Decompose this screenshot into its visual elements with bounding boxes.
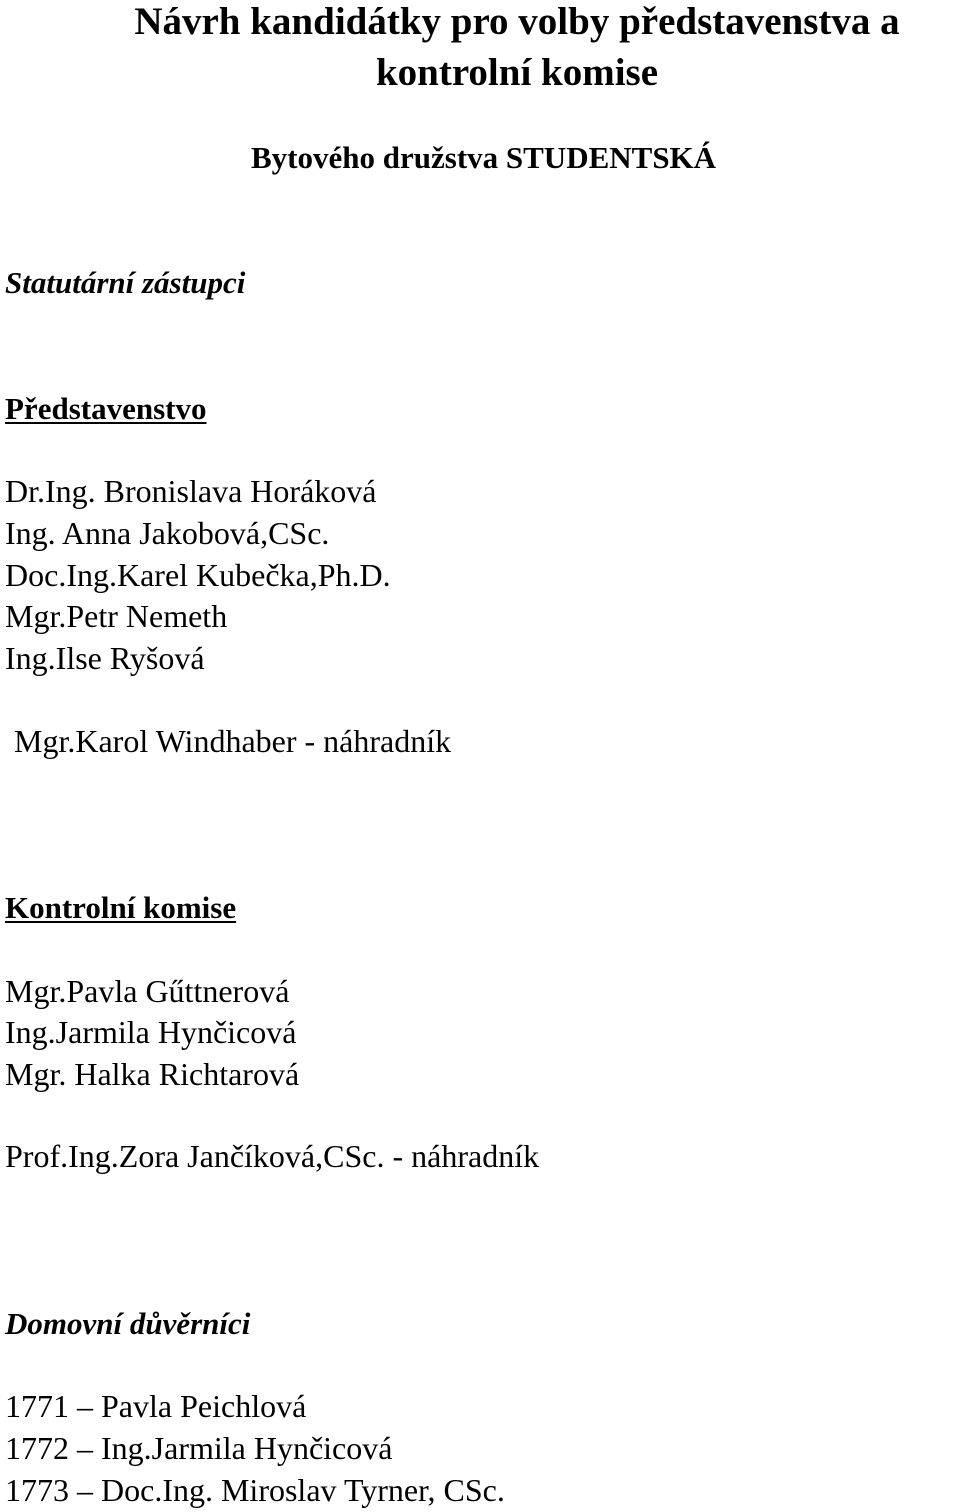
control-committee-heading: Kontrolní komise [5, 890, 237, 925]
committee-substitute: Prof.Ing.Zora Jančíková,CSc. - náhradník [5, 1138, 540, 1174]
board-member: Ing.Ilse Ryšová [5, 640, 205, 676]
committee-member: Mgr.Pavla Gűttnerová [5, 973, 290, 1009]
board-heading: Představenstvo [5, 391, 207, 426]
committee-member: Mgr. Halka Richtarová [5, 1056, 300, 1092]
board-member: Mgr.Petr Nemeth [5, 598, 228, 634]
trustee-entry: 1772 – Ing.Jarmila Hynčicová [5, 1430, 393, 1466]
trustee-entry: 1773 – Doc.Ing. Miroslav Tyrner, CSc. [5, 1472, 505, 1508]
board-member: Dr.Ing. Bronislava Horáková [5, 473, 377, 509]
trustee-entry: 1771 – Pavla Peichlová [5, 1388, 307, 1424]
board-substitute: Mgr.Karol Windhaber - náhradník [14, 723, 452, 759]
committee-member: Ing.Jarmila Hynčicová [5, 1014, 297, 1050]
title-line-1: Návrh kandidátky pro volby představenstva a [134, 0, 900, 43]
board-member: Ing. Anna Jakobová,CSc. [5, 515, 330, 551]
subtitle: Bytového družstva STUDENTSKÁ [251, 140, 717, 175]
title-line-2: kontrolní komise [375, 51, 659, 94]
statutory-heading: Statutární zástupci [5, 265, 246, 300]
house-trustees-heading: Domovní důvěrníci [5, 1306, 251, 1341]
board-member: Doc.Ing.Karel Kubečka,Ph.D. [5, 557, 391, 593]
